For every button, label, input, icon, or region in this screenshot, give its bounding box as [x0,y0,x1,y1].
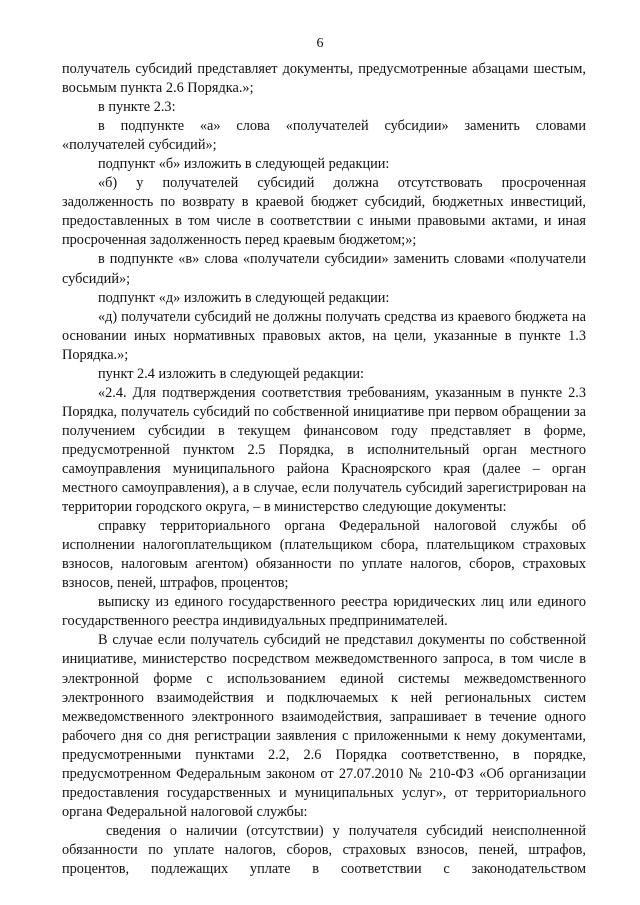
paragraph-7: подпункт «д» изложить в следующей редакции: [98,289,390,306]
paragraph-14: сведения о наличии (отсутствии) у получателя субсидий неисполненной обязанности по уплате налогов, сборов, страховых взносов, пеней, штрафов, процентов, подлежащих уплате в соответствии с законодательством [62,822,586,877]
paragraph-8: «д) получатели субсидий не должны получать средства из краевого бюджета на основании иных нормативных правовых актов, на цели, указанные в пункте 1.3 Порядка.»; [62,308,586,363]
page-number: 6 [316,36,324,51]
paragraph-1: получатель субсидий представляет документы, предусмотренные абзацами шестым, восьмым пункта 2.6 Порядка.»; [62,61,586,97]
paragraph-13: В случае если получатель субсидий не представил документы по собственной инициативе, министерство посредством межведомственного запроса, в том числе в электронной форме с использованием единой системы межведомственного электронного взаимодействия и подключаемых к ней региональных систем межведомственного электронного взаимодействия, запрашивает в течение одного рабочего дня со дня регистрации заявления с приложенными к нему документами, предусмотренными пунктами 2.2, 2.6 Порядка соответственно, в порядке, предусмотренном Федеральным законом от 27.07.2010 № 210-ФЗ «Об организации предоставления государственных и муниципальных услуг», от территориального органа Федеральной налоговой службы: [62,632,586,820]
paragraph-5: «б) у получателей субсидий должна отсутствовать просроченная задолженность по возврату в краевой бюджет субсидий, бюджетных инвестиций, предоставленных в том числе в соответствии с иными правовыми актами, и иная просроченная задолженность перед краевым бюджетом;»; [62,175,586,249]
paragraph-4: подпункт «б» изложить в следующей редакции: [98,156,390,173]
body-text [62,60,586,879]
paragraph-9: пункт 2.4 изложить в следующей редакции: [98,365,365,382]
paragraph-11: справку территориального органа Федеральной налоговой службы об исполнении налогоплательщиком (плательщиком сбора, плательщиком страховых взносов, налоговым агентом) обязанности по уплате налогов, сборов, страховых взносов, пеней, штрафов, процентов; [62,518,586,592]
paragraph-6: в подпункте «в» слова «получатели субсидии» заменить словами «получатели субсидий»; [62,251,586,287]
paragraph-12: выписку из единого государственного реестра юридических лиц или единого государственного реестра индивидуальных предпринимателей. [62,594,586,630]
paragraph-2: в пункте 2.3: [98,99,176,116]
paragraph-3: в подпункте «а» слова «получателей субсидии» заменить словами «получателей субсидий»; [62,118,586,154]
paragraph-10: «2.4. Для подтверждения соответствия требованиям, указанным в пункте 2.3 Порядка, получатель субсидий по собственной инициативе при первом обращении за получением субсидии в текущем финансовом году представляет в форме, предусмотренной пунктом 2.5 Порядка, в исполнительный орган местного самоуправления муниципального района Красноярского края (далее – орган местного самоуправления), а в случае, если получатель субсидий зарегистрирован на территории городского округа, – в министерство следующие документы: [62,384,586,516]
